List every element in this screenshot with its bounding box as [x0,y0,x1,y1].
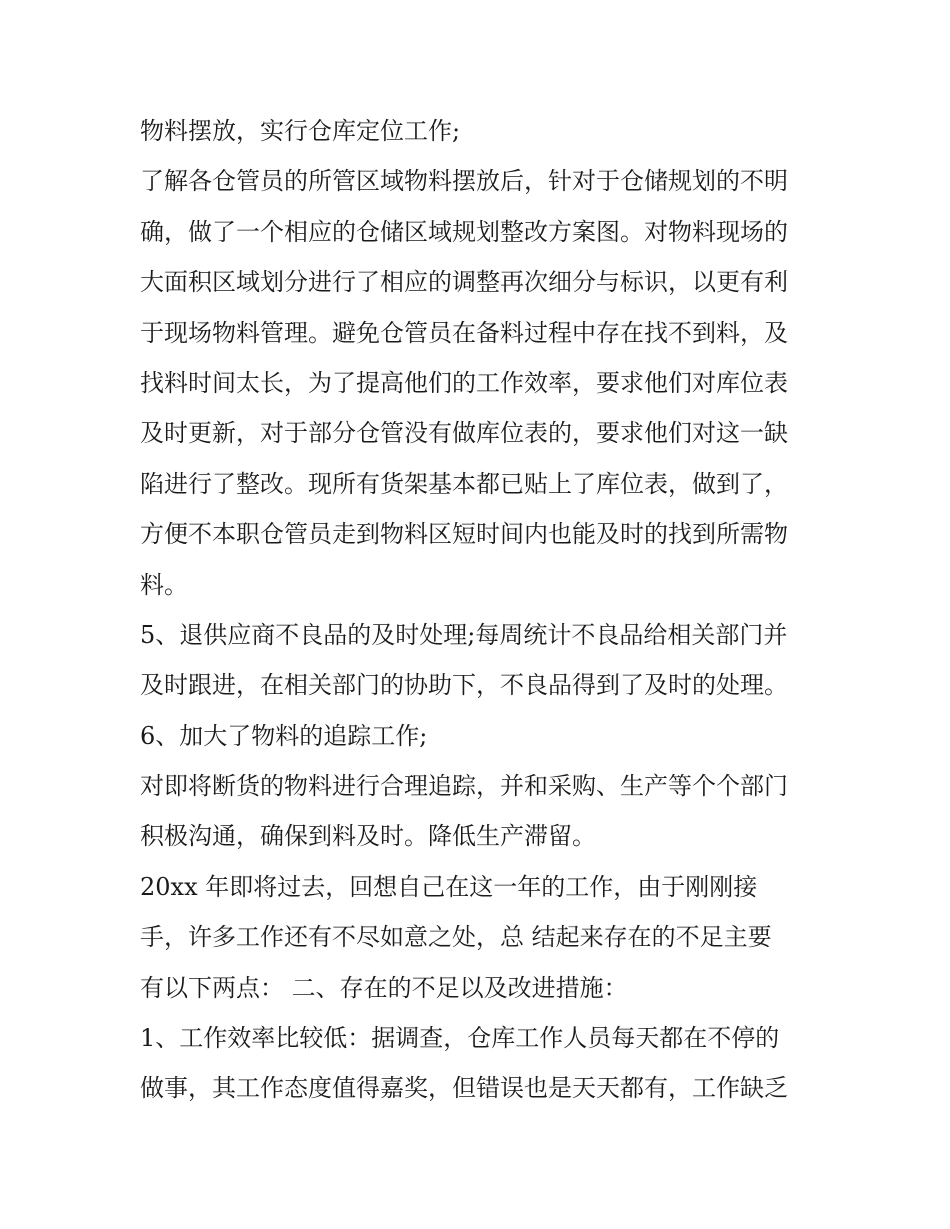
text-line: 手，许多工作还有不尽如意之处，总 结起来存在的不足主要 [140,923,772,952]
text-line: 物料摆放，实行仓库定位工作; [140,117,461,145]
text-line: 1、工作效率比较低：据调查，仓库工作人员每天都在不停的 [140,1024,780,1053]
text-line: 20xx 年即将过去，回想自己在这一年的工作，由于刚刚接 [140,872,758,901]
text-line: 做事，其工作态度值得嘉奖，但错误也是天天都有，工作缺乏 [140,1074,788,1103]
text-line: 料。 [140,570,188,599]
text-line: 陷进行了整改。现所有货架基本都已贴上了库位表，做到了， [140,469,788,498]
text-line: 有以下两点： 二、存在的不足以及改进措施： [140,973,628,1002]
text-line: 积极沟通，确保到料及时。降低生产滞留。 [140,822,596,851]
text-line: 6、加大了物料的追踪工作; [140,721,428,750]
text-line: 方便不本职仓管员走到物料区短时间内也能及时的找到所需物 [140,520,788,549]
body-text [140,106,820,1114]
text-line: 了解各仓管员的所管区域物料摆放后，针对于仓储规划的不明 [140,167,788,196]
text-line: 及时跟进，在相关部门的协助下，不良品得到了及时的处理。 [140,671,788,700]
text-line: 确，做了一个相应的仓储区域规划整改方案图。对物料现场的 [140,217,788,246]
text-line: 5、退供应商不良品的及时处理;每周统计不良品给相关部门并 [140,620,788,649]
text-line: 对即将断货的物料进行合理追踪，并和采购、生产等个个部门 [140,772,788,801]
text-line: 找料时间太长，为了提高他们的工作效率，要求他们对库位表 [140,368,788,397]
text-line: 及时更新，对于部分仓管没有做库位表的，要求他们对这一缺 [140,419,788,448]
text-line: 大面积区域划分进行了相应的调整再次细分与标识，以更有利 [140,268,788,297]
text-line: 于现场物料管理。避免仓管员在备料过程中存在找不到料，及 [140,318,788,347]
